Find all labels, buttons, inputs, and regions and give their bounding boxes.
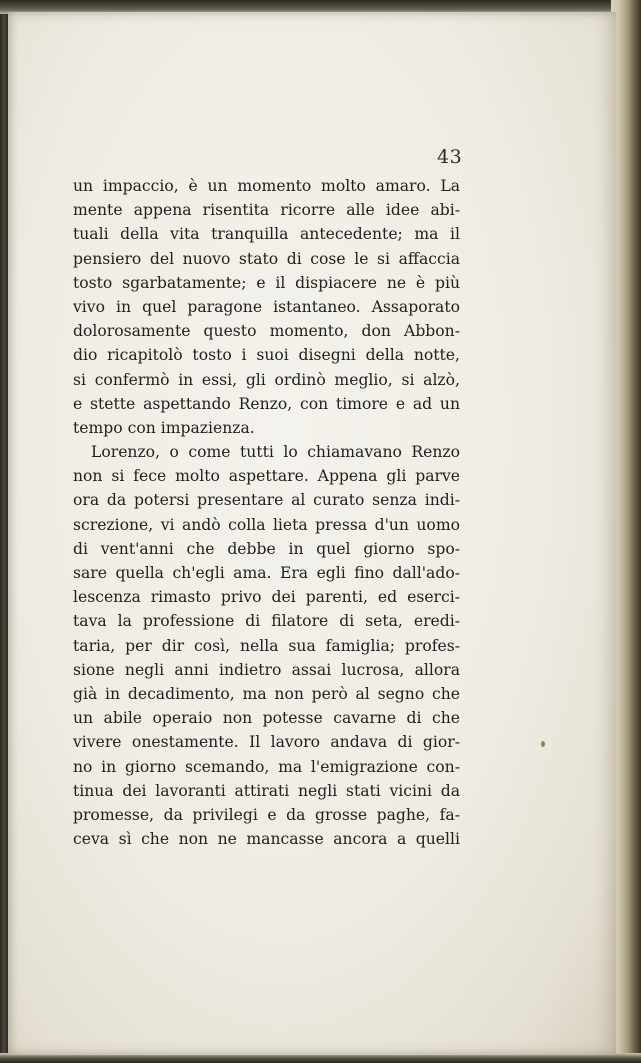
text-line: tava la professione di filatore di seta, eredi- <box>73 612 460 631</box>
text-line: ceva sì che non ne mancasse ancora a quelli <box>73 830 460 849</box>
text-line: pensiero del nuovo stato di cose le si affaccia <box>73 249 460 268</box>
page-number: 43 <box>437 146 463 168</box>
text-line: tuali della vita tranquilla antecedente; ma il <box>73 225 460 244</box>
text-line: vivere onestamente. Il lavoro andava di gior- <box>73 733 460 752</box>
text-line: un abile operaio non potesse cavarne di che <box>73 709 460 728</box>
text-line: si confermò in essi, gli ordinò meglio, si alzò, <box>73 370 460 389</box>
text-line: già in decadimento, ma non però al segno che <box>73 684 460 703</box>
text-line: non si fece molto aspettare. Appena gli parve <box>73 467 460 486</box>
text-line: e stette aspettando Renzo, con timore e ad un <box>73 394 460 413</box>
text-line: sione negli anni indietro assai lucrosa, allora <box>73 660 460 679</box>
text-line: tinua dei lavoranti attirati negli stati vicini da <box>73 781 460 800</box>
paper-stain <box>541 741 545 747</box>
text-line: mente appena risentita ricorre alle idee abi- <box>73 201 460 220</box>
body-text <box>73 174 460 851</box>
text-line: dio ricapitolò tosto i suoi disegni della notte, <box>73 346 460 365</box>
text-line: lescenza rimasto privo dei parenti, ed eserci- <box>73 588 460 607</box>
text-line: promesse, da privilegi e da grosse paghe, fa- <box>73 805 460 824</box>
text-line: dolorosamente questo momento, don Abbon- <box>73 322 460 341</box>
paragraph-start-line: Lorenzo, o come tutti lo chiamavano Renzo <box>91 443 460 462</box>
text-line: vivo in quel paragone istantaneo. Assaporato <box>73 297 460 316</box>
text-line: di vent'anni che debbe in quel giorno spo- <box>73 539 460 558</box>
text-line: taria, per dir così, nella sua famiglia; profes- <box>73 636 460 655</box>
text-line: sare quella ch'egli ama. Era egli fino dall'ado- <box>73 564 460 582</box>
text-line: no in giorno scemando, ma l'emigrazione con- <box>73 757 460 776</box>
text-line: ora da potersi presentare al curato senza indi- <box>73 491 460 510</box>
text-line: screzione, vi andò colla lieta pressa d'un uomo <box>73 515 460 534</box>
text-line: un impaccio, è un momento molto amaro. La <box>73 177 460 195</box>
text-line: tosto sgarbatamente; e il dispiacere ne è più <box>73 273 460 292</box>
text-line: tempo con impazienza. <box>73 418 255 437</box>
